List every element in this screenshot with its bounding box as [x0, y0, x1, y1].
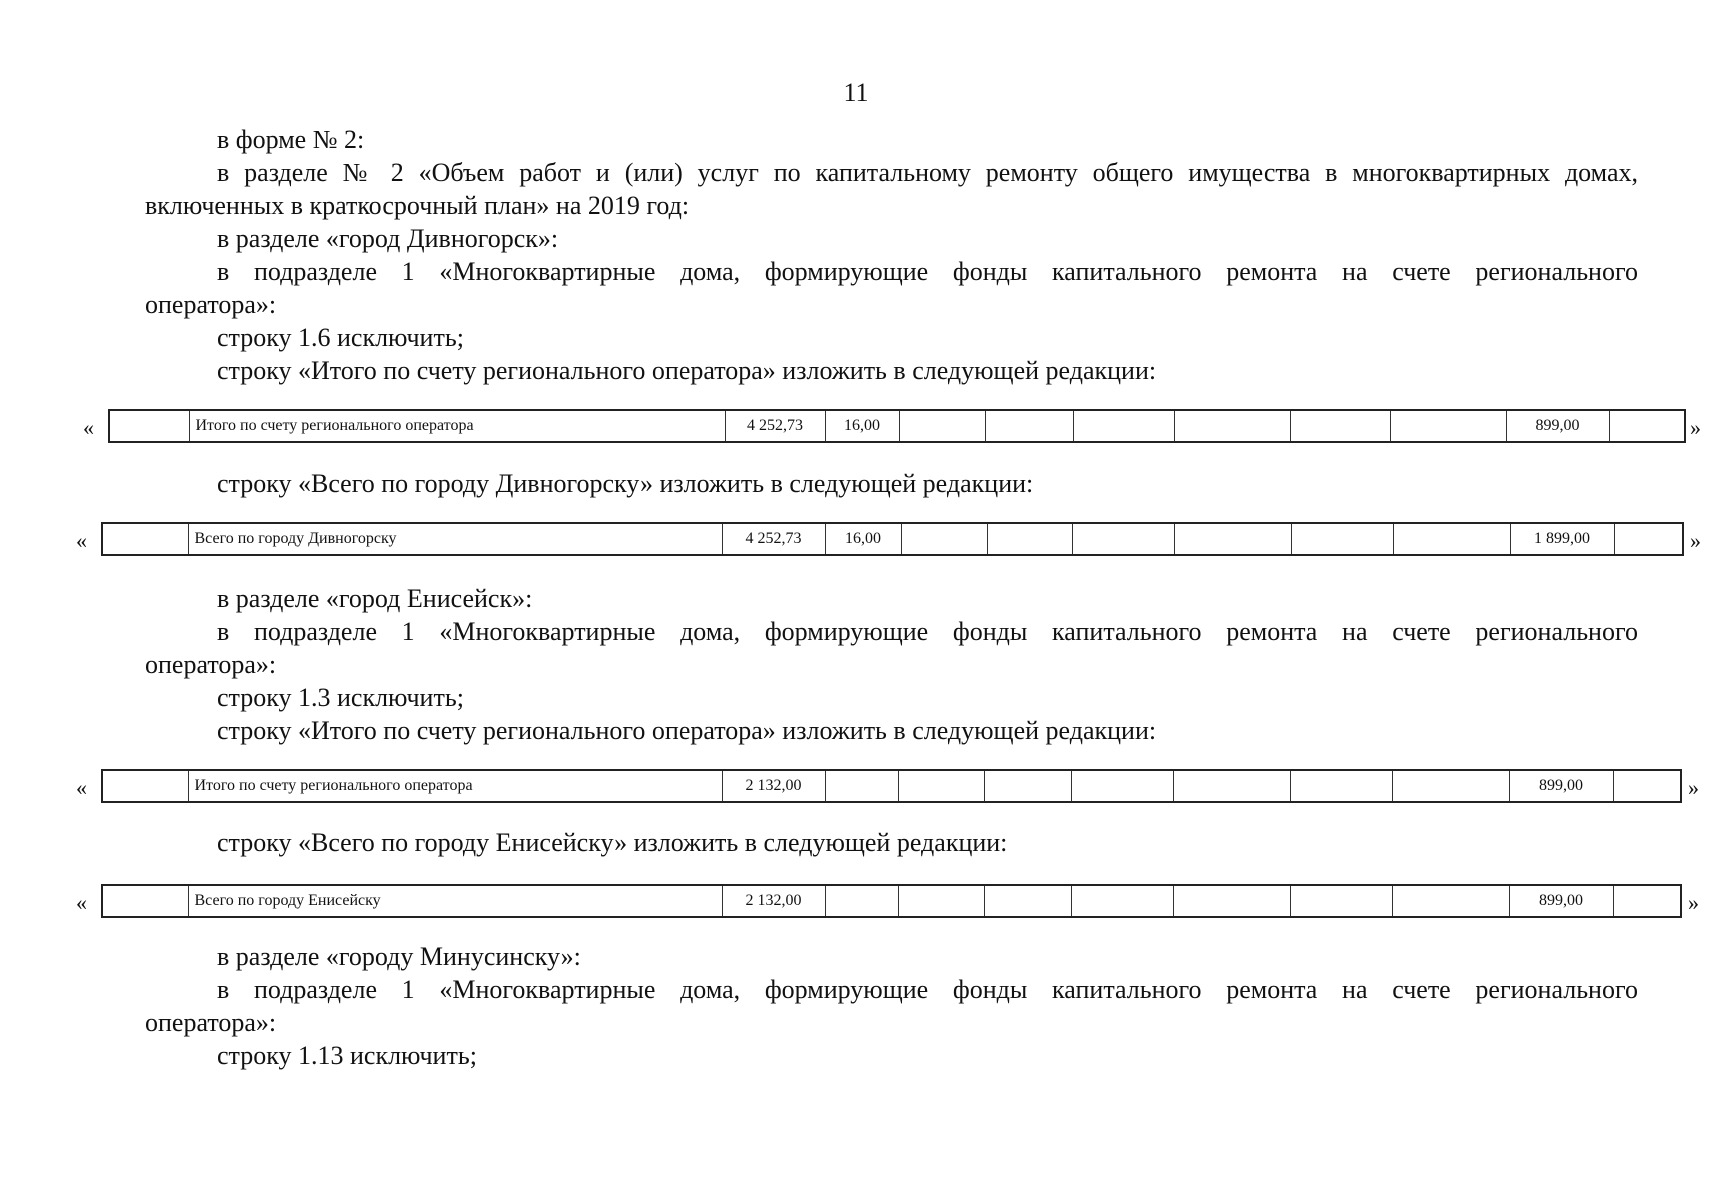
row-label: Всего по городу Енисейску: [188, 885, 722, 917]
cell-empty: [1609, 410, 1685, 442]
cell-empty: [1174, 410, 1290, 442]
cell-empty: [984, 770, 1071, 802]
cell-value: 899,00: [1506, 410, 1609, 442]
cell-empty: [1071, 885, 1173, 917]
cell-empty: [102, 770, 188, 802]
cell-empty: [1291, 523, 1393, 555]
cell-empty: [984, 885, 1071, 917]
cell-empty: [898, 770, 984, 802]
cell-value: 2 132,00: [722, 885, 825, 917]
close-quote: »: [1690, 528, 1701, 553]
cell-empty: [1613, 885, 1681, 917]
cell-empty: [109, 410, 189, 442]
cell-empty: [1290, 885, 1392, 917]
cell-value: 16,00: [825, 410, 899, 442]
cell-empty: [1390, 410, 1506, 442]
cell-value: 1 899,00: [1510, 523, 1614, 555]
row-label: Итого по счету регионального оператора: [189, 410, 725, 442]
paragraph: оператора»:: [145, 290, 277, 319]
cell-value: 4 252,73: [725, 410, 825, 442]
paragraph: строку «Всего по городу Дивногорску» изложить в следующей редакции:: [217, 469, 1034, 498]
paragraph: в подразделе 1 «Многоквартирные дома, формирующие фонды капитального ремонта на счете регионального: [217, 257, 1638, 286]
cell-empty: [1073, 410, 1174, 442]
cell-value: [825, 770, 898, 802]
paragraph: в разделе «город Енисейск»:: [217, 584, 533, 613]
cell-empty: [1173, 770, 1290, 802]
cell-empty: [1393, 523, 1510, 555]
paragraph: строку «Всего по городу Енисейску» изложить в следующей редакции:: [217, 828, 1008, 857]
table-row: [101, 522, 1684, 556]
cell-value: 4 252,73: [722, 523, 825, 555]
cell-value: [825, 885, 898, 917]
table-row: [108, 409, 1686, 443]
paragraph: строку 1.3 исключить;: [217, 683, 464, 712]
cell-empty: [1614, 523, 1683, 555]
paragraph: оператора»:: [145, 1008, 277, 1037]
open-quote: «: [76, 890, 87, 915]
paragraph: в разделе № 2 «Объем работ и (или) услуг по капитальному ремонту общего имущества в многоквартирных домах,: [217, 158, 1638, 187]
cell-empty: [899, 410, 985, 442]
cell-empty: [1392, 885, 1509, 917]
cell-empty: [985, 410, 1073, 442]
paragraph: строку 1.6 исключить;: [217, 323, 464, 352]
paragraph: в разделе «городу Минусинску»:: [217, 942, 581, 971]
cell-empty: [898, 885, 984, 917]
cell-empty: [102, 885, 188, 917]
paragraph: включенных в краткосрочный план» на 2019 год:: [145, 191, 690, 220]
paragraph: в подразделе 1 «Многоквартирные дома, формирующие фонды капитального ремонта на счете регионального: [217, 617, 1638, 646]
cell-empty: [901, 523, 987, 555]
table-row: [101, 884, 1682, 918]
cell-empty: [102, 523, 188, 555]
cell-empty: [1071, 770, 1173, 802]
paragraph: строку «Итого по счету регионального оператора» изложить в следующей редакции:: [217, 716, 1157, 745]
close-quote: »: [1690, 415, 1701, 440]
page-number: 11: [843, 78, 869, 107]
close-quote: »: [1688, 890, 1699, 915]
cell-empty: [1173, 885, 1290, 917]
cell-empty: [1392, 770, 1509, 802]
cell-value: 899,00: [1509, 770, 1613, 802]
open-quote: «: [76, 775, 87, 800]
paragraph: строку «Итого по счету регионального оператора» изложить в следующей редакции:: [217, 356, 1157, 385]
paragraph: строку 1.13 исключить;: [217, 1041, 477, 1070]
cell-empty: [1174, 523, 1291, 555]
cell-empty: [1290, 410, 1390, 442]
cell-empty: [1613, 770, 1681, 802]
cell-empty: [987, 523, 1072, 555]
cell-value: 16,00: [825, 523, 901, 555]
open-quote: «: [76, 528, 87, 553]
row-label: Всего по городу Дивногорску: [188, 523, 722, 555]
close-quote: »: [1688, 775, 1699, 800]
cell-value: 2 132,00: [722, 770, 825, 802]
row-label: Итого по счету регионального оператора: [188, 770, 722, 802]
cell-empty: [1072, 523, 1174, 555]
paragraph: в разделе «город Дивногорск»:: [217, 224, 559, 253]
paragraph: оператора»:: [145, 650, 277, 679]
cell-value: 899,00: [1509, 885, 1613, 917]
paragraph: в подразделе 1 «Многоквартирные дома, формирующие фонды капитального ремонта на счете регионального: [217, 975, 1638, 1004]
cell-empty: [1290, 770, 1392, 802]
paragraph: в форме № 2:: [217, 125, 365, 154]
open-quote: «: [83, 415, 94, 440]
table-row: [101, 769, 1682, 803]
